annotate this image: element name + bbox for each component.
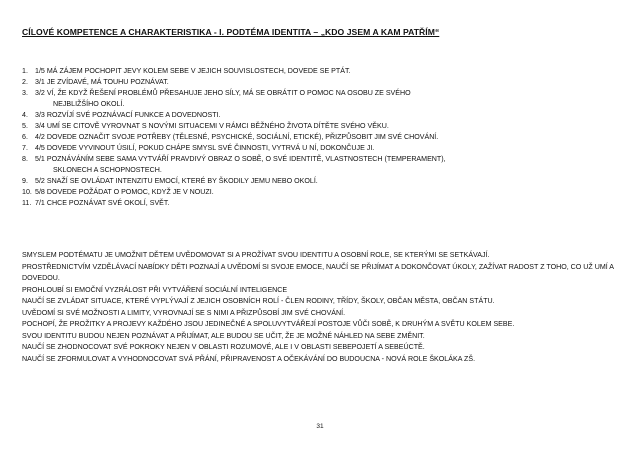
list-item <box>22 110 622 121</box>
list-item-number: 2. <box>22 78 28 86</box>
list-item-text: 5/2 SNAŽÍ SE OVLÁDAT INTENZITU EMOCÍ, KTERÉ BY ŠKODILY JEMU NEBO OKOLÍ. <box>35 177 318 185</box>
list-item-number: 5. <box>22 122 28 130</box>
list-item-number: 6. <box>22 133 28 141</box>
list-item-text: 1/5 MÁ ZÁJEM POCHOPIT JEVY KOLEM SEBE V JEJICH SOUVISLOSTECH, DOVEDE SE PTÁT. <box>35 67 351 75</box>
list-item-number: 4. <box>22 111 28 119</box>
list-item <box>22 154 622 176</box>
list-item <box>22 132 622 143</box>
list-item-text: 3/3 ROZVÍJÍ SVÉ POZNÁVACÍ FUNKCE A DOVEDNOSTI. <box>35 111 221 119</box>
list-item-text: 5/1 POZNÁVÁNÍM SEBE SAMA VYTVÁŘÍ PRAVDIVÝ OBRAZ O SOBĚ, O SVÉ IDENTITĚ, VLASTNOSTECH (TEMPERAMENT), <box>35 155 446 163</box>
list-item-text: 4/5 DOVEDE VYVINOUT ÚSILÍ, POKUD CHÁPE SMYSL SVÉ ČINNOSTI, VYTRVÁ U NÍ, DOKONČUJE JI. <box>35 144 375 152</box>
list-item-text: 3/1 JE ZVÍDAVÉ, MÁ TOUHU POZNÁVAT. <box>35 78 169 86</box>
list-item-text: 3/2 VÍ, ŽE KDYŽ ŘEŠENÍ PROBLÉMŮ PŘESAHUJE JEHO SÍLY, MÁ SE OBRÁTIT O POMOC NA OSOBU ZE SVÉHO <box>35 89 411 97</box>
page-title: CÍLOVÉ KOMPETENCE A CHARAKTERISTIKA - I. PODTÉMA IDENTITA – „KDO JSEM A KAM PATŘÍM“ <box>22 27 440 37</box>
description-paragraph: NAUČÍ SE ZHODNOCOVAT SVÉ POKROKY NEJEN V OBLASTI ROZUMOVÉ, ALE I V OBLASTI SEBEPOJETÍ A SEBEÚCTĚ. <box>22 343 425 351</box>
list-item <box>22 187 622 198</box>
list-item-number: 1. <box>22 67 28 75</box>
list-item-number: 7. <box>22 144 28 152</box>
list-item-text: 3/4 UMÍ SE CITOVĚ VYROVNAT S NOVÝMI SITUACEMI V RÁMCI BĚŽNÉHO ŽIVOTA DÍTĚTE SVÉHO VĚKU. <box>35 122 389 130</box>
description-paragraph: POCHOPÍ, ŽE PROŽITKY A PROJEVY KAŽDÉHO JSOU JEDINEČNÉ A SPOLUVYTVÁŘEJÍ POSTOJE VŮČI SOBĚ, K DRUHÝM A SVĚTU KOLEM SEBE. <box>22 320 515 328</box>
list-item-number: 8. <box>22 155 28 163</box>
list-item-number: 11. <box>22 199 32 207</box>
list-item-text: NEJBLIŽŠÍHO OKOLÍ. <box>53 100 125 108</box>
description-paragraph: NAUČÍ SE ZVLÁDAT SITUACE, KTERÉ VYPLÝVAJÍ Z JEJICH OSOBNÍCH ROLÍ - ČLEN RODINY, TŘÍDY, ŠKOLY, OBČAN MĚSTA, OBČAN STÁTU. <box>22 297 495 305</box>
competence-list <box>22 66 622 209</box>
list-item <box>22 176 622 187</box>
list-item <box>22 198 622 209</box>
list-item-text: 7/1 CHCE POZNÁVAT SVÉ OKOLÍ, SVĚT. <box>35 199 170 207</box>
list-item-number: 10. <box>22 188 32 196</box>
page-number: 31 <box>316 423 324 430</box>
list-item-text: SKLONECH A SCHOPNOSTECH. <box>53 166 162 174</box>
list-item <box>22 77 622 88</box>
list-item-number: 3. <box>22 89 28 97</box>
description-paragraph: PROHLOUBÍ SI EMOČNÍ VYZRÁLOST PŘI VYTVÁŘENÍ SOCIÁLNÍ INTELIGENCE <box>22 285 288 294</box>
list-item-text: 5/8 DOVEDE POŽÁDAT O POMOC, KDYŽ JE V NOUZI. <box>35 188 214 196</box>
list-item <box>22 121 622 132</box>
description-paragraph: SVOU IDENTITU BUDOU NEJEN POZNÁVAT A PŘIJÍMAT, ALE BUDOU SE UČIT, ŽE JE MOŽNÉ NÁHLED NA SEBE ZMĚNIT. <box>22 331 425 340</box>
description-paragraph: SMYSLEM PODTÉMATU JE UMOŽNIT DĚTEM UVĚDOMOVAT SI A PROŽÍVAT SVOU IDENTITU A OSOBNÍ ROLE, SE KTERÝMI SE SETKÁVAJÍ. <box>22 251 490 259</box>
list-item-text: 4/2 DOVEDE OZNAČIT SVOJE POTŘEBY (TĚLESNÉ, PSYCHICKÉ, SOCIÁLNÍ, ETICKÉ), PŘIZPŮSOBIT JIM SVÉ CHOVÁNÍ. <box>35 133 439 141</box>
description-paragraph: UVĚDOMÍ SI SVÉ MOŽNOSTI A LIMITY, VYROVNAJÍ SE S NIMI A PŘIZPŮSOBÍ JIM SVÉ CHOVÁNÍ. <box>22 308 346 317</box>
description-paragraph: PROSTŘEDNICTVÍM VZDĚLÁVACÍ NABÍDKY DĚTI POZNAJÍ A UVĚDOMÍ SI SVOJE EMOCE, NAUČÍ SE PŘIJÍMAT A DOKONČOVAT ÚKOLY, ZAŽÍVAT RADOST Z TOHO, CO UŽ UMÍ A DOVEDOU. <box>22 262 614 282</box>
list-item <box>22 66 622 77</box>
list-item-number: 9. <box>22 177 28 185</box>
list-item <box>22 143 622 154</box>
description-text <box>22 250 617 365</box>
description-paragraph: NAUČÍ SE ZFORMULOVAT A VYHODNOCOVAT SVÁ PŘÁNÍ, PŘIPRAVENOST A OČEKÁVÁNÍ DO BUDOUCNA - NOVÁ ROLE ŠKOLÁKA ZŠ. <box>22 354 476 363</box>
list-item <box>22 88 622 110</box>
